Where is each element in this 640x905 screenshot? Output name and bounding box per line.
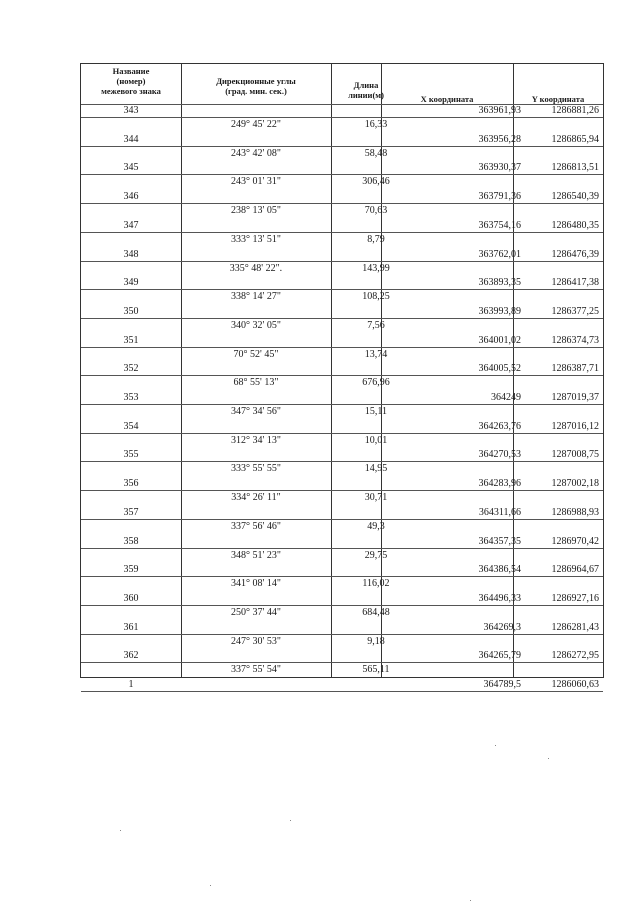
line-length: 684,48	[362, 606, 390, 618]
direction-angle: 337° 56' 46"	[231, 520, 281, 532]
line-length: 15,11	[364, 406, 388, 417]
y-coordinate: 1286540,39	[551, 191, 599, 203]
line-length: 143,99	[362, 262, 390, 274]
x-coordinate: 363754,16	[478, 219, 521, 231]
y-coordinate: 1286865,94	[551, 133, 599, 145]
point-name: 350	[123, 305, 139, 317]
point-name: 355	[123, 449, 139, 461]
row-divider	[81, 117, 603, 118]
direction-angle: 340° 32' 05"	[231, 319, 281, 331]
row-divider	[81, 203, 603, 204]
y-coordinate: 1287008,75	[551, 449, 599, 461]
x-coordinate: 364386,54	[478, 564, 521, 576]
line-length: 58,48	[364, 147, 388, 159]
direction-angle: 70° 52' 45"	[233, 348, 279, 360]
x-coordinate: 363956,28	[478, 133, 521, 145]
column-divider	[603, 64, 604, 678]
header-direction-angles: Дирекционные углы (град. мин. сек.)	[216, 76, 296, 96]
x-coordinate: 364357,35	[478, 535, 521, 547]
scan-speck	[290, 820, 291, 821]
scan-speck	[495, 745, 496, 746]
direction-angle: 68° 55' 13"	[233, 377, 279, 389]
direction-angle: 335° 48' 22".	[229, 262, 283, 274]
row-divider	[81, 174, 603, 175]
row-divider	[81, 691, 603, 692]
x-coordinate: 364265,79	[478, 650, 521, 662]
line-length: 16,33	[364, 119, 388, 130]
point-name: 348	[123, 248, 139, 260]
y-coordinate: 1286964,67	[551, 564, 599, 576]
x-coordinate: 364496,33	[478, 592, 521, 604]
point-name: 354	[123, 420, 139, 432]
x-coordinate: 364249	[491, 392, 521, 403]
x-coordinate: 364270,53	[478, 449, 521, 461]
direction-angle: 334° 26' 11"	[231, 492, 281, 504]
header-y-coordinate: Y координата	[531, 94, 585, 104]
line-length: 9,18	[367, 635, 385, 647]
direction-angle: 312° 34' 13"	[231, 434, 281, 446]
point-name: 345	[123, 162, 139, 174]
direction-angle: 247° 30' 53"	[231, 635, 281, 647]
line-length: 10,01	[364, 434, 388, 446]
y-coordinate: 1287019,37	[551, 392, 599, 403]
line-length: 30,71	[364, 492, 388, 504]
x-coordinate: 364269,3	[483, 621, 521, 633]
row-divider	[81, 347, 603, 348]
point-name: 351	[123, 334, 139, 346]
scan-speck	[120, 830, 121, 831]
row-divider	[81, 634, 603, 635]
line-length: 14,95	[364, 463, 388, 475]
scan-speck	[548, 758, 549, 759]
x-coordinate: 364283,96	[478, 478, 521, 490]
point-name: 358	[123, 535, 139, 547]
y-coordinate: 1286374,73	[551, 334, 599, 346]
x-coordinate: 364311,66	[478, 506, 521, 518]
direction-angle: 338° 14' 27"	[231, 291, 281, 303]
point-name: 362	[123, 650, 139, 662]
row-divider	[81, 461, 603, 462]
line-length: 565,11	[362, 664, 390, 676]
x-coordinate: 363791,36	[478, 191, 521, 203]
direction-angle: 249° 45' 22"	[231, 119, 281, 130]
header-point-name: Название (номер) межевого знака	[101, 66, 161, 96]
x-coordinate: 363961,93	[478, 105, 521, 116]
y-coordinate: 1287016,12	[551, 420, 599, 432]
line-length: 13,74	[364, 348, 388, 360]
x-coordinate: 364263,76	[478, 420, 521, 432]
direction-angle: 243° 01' 31"	[231, 176, 281, 188]
y-coordinate: 1286927,16	[551, 592, 599, 604]
point-name: 357	[123, 506, 139, 518]
row-divider	[81, 519, 603, 520]
y-coordinate: 1286272,95	[551, 650, 599, 662]
point-name: 347	[123, 219, 139, 231]
y-coordinate: 1286970,42	[551, 535, 599, 547]
row-divider	[81, 261, 603, 262]
y-coordinate: 1286417,38	[551, 277, 599, 289]
line-length: 676,96	[362, 377, 390, 389]
row-divider	[81, 318, 603, 319]
row-divider	[81, 375, 603, 376]
x-coordinate: 363893,35	[478, 277, 521, 289]
header-x-coordinate: X координата	[420, 94, 474, 104]
point-name: 361	[123, 621, 139, 633]
point-name: 343	[123, 105, 139, 116]
y-coordinate: 1286480,35	[551, 219, 599, 231]
line-length: 116,02	[362, 578, 390, 590]
row-divider	[81, 605, 603, 606]
line-length: 7,56	[367, 319, 385, 331]
boundary-coordinates-table	[80, 63, 604, 690]
direction-angle: 250° 37' 44"	[231, 606, 281, 618]
table-bottom-border	[81, 677, 603, 678]
line-length: 49,3	[367, 520, 385, 532]
point-name: 1	[128, 679, 134, 690]
point-name: 344	[123, 133, 139, 145]
x-coordinate: 363930,37	[478, 162, 521, 174]
row-divider	[81, 548, 603, 549]
y-coordinate: 1286060,63	[551, 679, 599, 690]
scan-speck	[470, 900, 471, 901]
direction-angle: 347° 34' 56"	[231, 406, 281, 417]
y-coordinate: 1286377,25	[551, 305, 599, 317]
y-coordinate: 1286387,71	[551, 363, 599, 375]
x-coordinate: 363762,01	[478, 248, 521, 260]
row-divider	[81, 490, 603, 491]
point-name: 359	[123, 564, 139, 576]
direction-angle: 333° 13' 51"	[231, 233, 281, 245]
row-divider	[81, 146, 603, 147]
point-name: 346	[123, 191, 139, 203]
y-coordinate: 1286476,39	[551, 248, 599, 260]
row-divider	[81, 404, 603, 405]
header-line-length: Длина линии(м)	[348, 80, 384, 100]
y-coordinate: 1286281,43	[551, 621, 599, 633]
row-divider	[81, 232, 603, 233]
direction-angle: 348° 51' 23"	[231, 549, 281, 561]
line-length: 70,63	[364, 205, 388, 217]
row-divider	[81, 662, 603, 663]
line-length: 108,25	[362, 291, 390, 303]
row-divider	[81, 576, 603, 577]
x-coordinate: 364789,5	[483, 679, 521, 690]
row-divider	[81, 433, 603, 434]
scan-speck	[210, 885, 211, 886]
line-length: 29,75	[364, 549, 388, 561]
line-length: 8,79	[367, 233, 385, 245]
direction-angle: 243° 42' 08"	[231, 147, 281, 159]
direction-angle: 238° 13' 05"	[231, 205, 281, 217]
y-coordinate: 1287002,18	[551, 478, 599, 490]
line-length: 306,46	[362, 176, 390, 188]
point-name: 353	[123, 392, 139, 403]
direction-angle: 341° 08' 14"	[231, 578, 281, 590]
x-coordinate: 363993,89	[478, 305, 521, 317]
point-name: 349	[123, 277, 139, 289]
point-name: 356	[123, 478, 139, 490]
point-name: 360	[123, 592, 139, 604]
point-name: 352	[123, 363, 139, 375]
row-divider	[81, 289, 603, 290]
y-coordinate: 1286881,26	[551, 105, 599, 116]
x-coordinate: 364001,02	[478, 334, 521, 346]
x-coordinate: 364005,52	[478, 363, 521, 375]
y-coordinate: 1286988,93	[551, 506, 599, 518]
y-coordinate: 1286813,51	[551, 162, 599, 174]
direction-angle: 333° 55' 55"	[231, 463, 281, 475]
direction-angle: 337° 55' 54"	[231, 664, 281, 676]
